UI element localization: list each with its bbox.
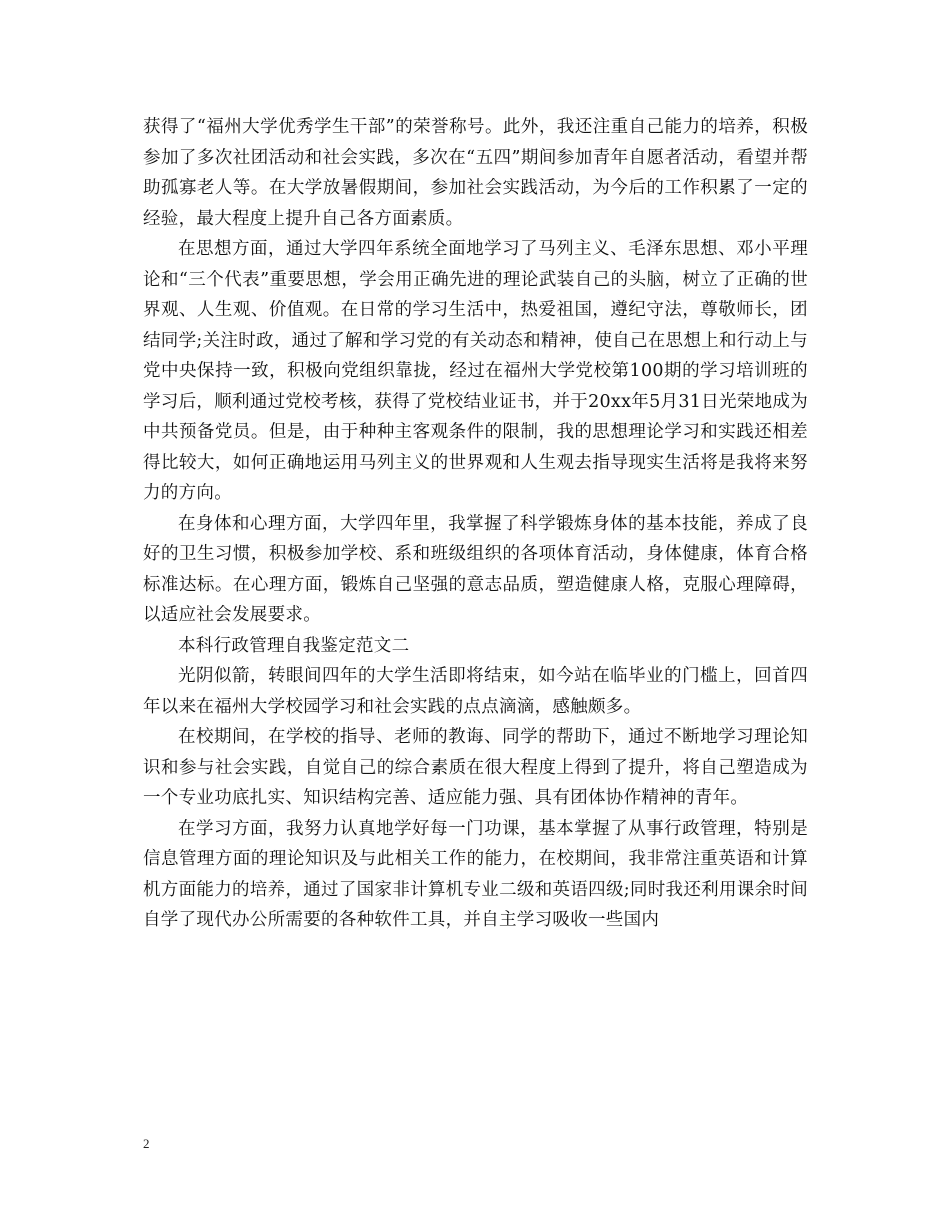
paragraph-physical-and-mental: 在身体和心理方面，大学四年里，我掌握了科学锻炼身体的基本技能，养成了良好的卫生习惯，积极参加学校、系和班级组织的各项体育活动，身体健康，体育合格标准达标。在心理方面，锻炼自己坚强的意志品质，塑造健康人格，克服心理障碍，以适应社会发展要求。 (143, 513, 808, 625)
paragraph-reflection: 光阴似箭，转眼间四年的大学生活即将结束，如今站在临毕业的门槛上，回首四年以来在福州大学校园学习和社会实践的点点滴滴，感触颇多。 (143, 666, 808, 717)
paragraph-school-period: 在校期间，在学校的指导、老师的教诲、同学的帮助下，通过不断地学习理论知识和参与社会实践，自觉自己的综合素质在很大程度上得到了提升，将自己塑造成为一个专业功底扎实、知识结构完善、适应能力强、具有团体协作精神的青年。 (143, 727, 808, 808)
paragraph-study: 在学习方面，我努力认真地学好每一门功课，基本掌握了从事行政管理，特别是信息管理方面的理论知识及与此相关工作的能力，在校期间，我非常注重英语和计算机方面能力的培养，通过了国家非计算机专业二级和英语四级;同时我还利用课余时间自学了现代办公所需要的各种软件工具，并自主学习吸收一些国内 (143, 818, 808, 930)
paragraph-honors-and-activities: 获得了“福州大学优秀学生干部”的荣誉称号。此外，我还注重自己能力的培养，积极参加了多次社团活动和社会实践，多次在“五四”期间参加青年自愿者活动，看望并帮助孤寡老人等。在大学放暑假期间，参加社会实践活动，为今后的工作积累了一定的经验，最大程度上提升自己各方面素质。 (143, 117, 808, 229)
paragraph-ideology: 在思想方面，通过大学四年系统全面地学习了马列主义、毛泽东思想、邓小平理论和“三个代表”重要思想，学会用正确先进的理论武装自己的头脑，树立了正确的世界观、人生观、价值观。在日常的学习生活中，热爱祖国，遵纪守法，尊敬师长，团结同学;关注时政，通过了解和学习党的有关动态和精神，使自己在思想上和行动上与党中央保持一致，积极向党组织靠拢，经过在福州大学党校第100期的学习培训班的学习后，顺利通过党校考核，获得了党校结业证书，并于20xx年5月31日光荣地成为中共预备党员。但是，由于种种主客观条件的限制，我的思想理论学习和实践还相差得比较大，如何正确地运用马列主义的世界观和人生观去指导现实生活将是我将来努力的方向。 (143, 239, 808, 503)
document-body (143, 112, 808, 936)
page-number: 2 (143, 1136, 150, 1151)
section-heading: 本科行政管理自我鉴定范文二 (178, 635, 410, 656)
